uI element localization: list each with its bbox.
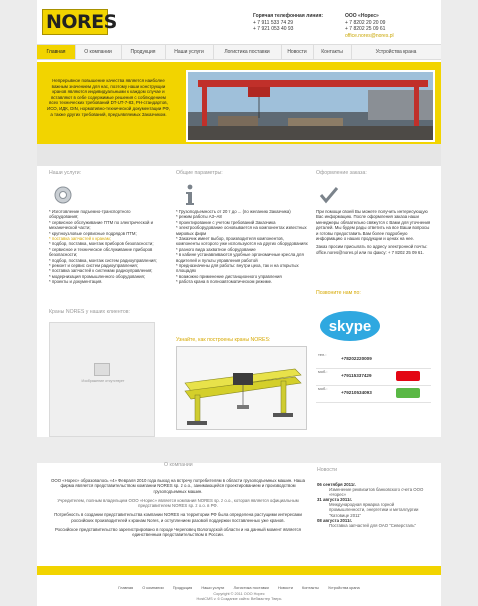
- contact-label: моб.:: [318, 369, 328, 374]
- list-item: * в кабине устанавливаются удобные эргономичные кресла для водителей и пульты управления работой: [176, 252, 304, 263]
- clients-title: Краны NORES у наших клиентов:: [49, 309, 130, 315]
- services-list: [49, 209, 157, 285]
- contact-number[interactable]: +78202220009: [341, 356, 372, 361]
- list-item: * разного вида захватное оборудование: [176, 246, 256, 252]
- call-us-title: Позвоните нам по:: [316, 290, 361, 296]
- footer-nav: [37, 585, 441, 590]
- list-item[interactable]: * поставка запчастей к кранам;: [49, 236, 111, 242]
- footer: [37, 575, 441, 606]
- logo-text: NORES: [46, 11, 117, 33]
- list-item: * возможно применение дистанционного управления: [176, 273, 282, 279]
- list-item: * сервисное и техническое обслуживание приборов безопасности;: [49, 246, 153, 258]
- hero-crane-photo: [186, 70, 435, 142]
- crane-video-link[interactable]: Узнайте, как построены краны NORES:: [176, 337, 271, 343]
- company-phone: + 7 8202 25 09 61: [345, 26, 386, 32]
- about-title: О компании: [164, 462, 193, 468]
- company-name: ООО «Норес»: [345, 13, 379, 19]
- company-email-link[interactable]: office.nores@nores.pl: [345, 32, 394, 39]
- main-nav: [37, 44, 441, 60]
- section-divider: [37, 437, 441, 463]
- company-phone: + 7 8202 20 20 09: [345, 19, 386, 26]
- footer-link[interactable]: Главная: [118, 585, 134, 590]
- order-description: При помощи своей Вы можете получить интересующую Вас информацию. После оформления заказа наши менеджеры обязательно свяжутся с Вами для уточнения деталей. Мы будем рады ответить на все Ваши вопросы и готовы предоставить Вам более подробную информацию о наших продукции и ценах на нее.: [316, 209, 431, 242]
- hero-text: Непрерывное повышение качества является наиболее важным значением для нас, поэтому наши конструкции кранов являются индивидуальными к каждом случае и вставляют в себе содержимые решения с соблюдением всех технических требований DT-UT-7-83, РН-стандартов, ИСО, ИДК, DIN, нормативно-технической документации РФ, а также других требований, предъявляемых Заказчиком.: [47, 78, 170, 117]
- image-caption: Изображение отсутствует: [81, 379, 125, 383]
- footer-link[interactable]: О компании: [142, 585, 164, 590]
- mts-logo-icon: [396, 371, 420, 381]
- list-item: * подбор, поставка, монтаж приборов безопасности;: [49, 241, 154, 247]
- section-divider: [37, 144, 441, 166]
- logo[interactable]: [42, 9, 117, 35]
- list-item: * проектирование с учетом требований Заказчика: [176, 219, 276, 225]
- crane-photo-illustration: [188, 72, 433, 140]
- news-list: [317, 482, 427, 528]
- list-item: * режим работы А3–А8: [176, 214, 222, 220]
- news-title: Новости: [317, 467, 338, 473]
- gear-icon: [53, 185, 73, 207]
- list-item: * Грузоподъемность от 20 т до ... (по желанию Заказчика): [176, 209, 291, 214]
- copyright: Copyright © 2011 ООО Норес: [213, 592, 265, 596]
- nav-item-products[interactable]: Продукция: [121, 45, 166, 59]
- params-list: [176, 209, 308, 285]
- order-text: [316, 209, 431, 255]
- page: [37, 0, 441, 606]
- header: [37, 0, 441, 44]
- list-item: * ремонт и сервис систем радиоуправления;: [49, 263, 138, 269]
- footer-link[interactable]: Новости: [277, 585, 293, 590]
- list-item: * электрооборудование основывается на компонентах известных мировых фирм: [176, 225, 307, 236]
- footer-link[interactable]: Логистика поставки: [233, 585, 269, 590]
- list-item: * сервисное обслуживание ПТМ по электрической и механической части;: [49, 219, 154, 231]
- list-item: * проекты и документация.: [49, 279, 103, 285]
- footer-link[interactable]: Продукция: [172, 585, 193, 590]
- contacts-table: [316, 352, 431, 403]
- crane-model-illustration: [177, 347, 306, 429]
- megafon-logo-icon: [396, 388, 420, 398]
- news-link[interactable]: Международная ярмарка горной промышленности, энергетики и металлургии "Катовице 2011": [329, 502, 419, 518]
- list-item: * Изготовление подъемно-транспортного оборудования;: [49, 209, 131, 220]
- list-item: * Заказчик имеет выбор, производителя компонентов, компоненты которого уже используются на других оборудованиях: [176, 236, 308, 247]
- contact-label: тел.:: [318, 352, 327, 357]
- list-item: * поставка запчастей к системам радиоуправления;: [49, 268, 153, 274]
- list-item: * модернизация промышленного оборудования;: [49, 273, 146, 279]
- list-item: * предназначены для работы: внутри цеха, так и на открытых площадях: [176, 263, 299, 274]
- contact-label: моб.:: [318, 386, 328, 391]
- checkmark-icon: [319, 186, 339, 206]
- skype-logo-text: skype: [328, 318, 372, 335]
- order-title: Оформление заказа:: [316, 170, 367, 176]
- list-item: * работа крана в полноавтоматическом режиме.: [176, 279, 273, 285]
- info-icon: [183, 184, 197, 208]
- crane-diagram[interactable]: [176, 346, 307, 430]
- company-block: [345, 13, 435, 39]
- news-link[interactable]: Поставка запчастей для ОАО "Северсталь": [329, 522, 416, 528]
- news-date: 08 августа 2011г.: [317, 517, 353, 523]
- table-row: [316, 386, 431, 403]
- news-link[interactable]: Изменение реквизитов банковского счета ООО «Норес»: [329, 487, 424, 498]
- hotline-phone: + 7 911 533 74 29: [253, 19, 294, 26]
- list-item: * крупноузловые сервисные подрядов ПТМ;: [49, 230, 137, 236]
- table-row: [316, 352, 431, 369]
- about-paragraph: ООО «Норес» образовалось «4» Февраля 2010 года выход на встречу потребителям в области грузоподъемных машин. Наша фирма является представительством компании NORES sp. z o.o., занимающейся проектированием и производством грузоподъемных машин.: [51, 478, 305, 494]
- nav-item-contacts[interactable]: Контакты: [313, 45, 352, 59]
- image-placeholder-icon: [94, 363, 110, 376]
- hotline-phone: + 7 921 053 40 93: [253, 26, 294, 32]
- about-quote: Учредителем, полным владельцем ООО «Норес» является компания NORES sp. z o.o., которая является официальным представителем NORES sp. z o.o. в РФ.: [57, 497, 299, 509]
- hotline-block: [253, 13, 333, 33]
- hotline-title: Горячая телефонная линия:: [253, 13, 324, 19]
- footer-link[interactable]: Наши услуги: [201, 585, 225, 590]
- about-text: [49, 478, 307, 542]
- contact-number[interactable]: +79115337429: [341, 373, 372, 378]
- skype-button[interactable]: [319, 308, 381, 344]
- nav-item-logistics[interactable]: Логистика поставки: [213, 45, 282, 59]
- site-credits: HostCMS v. 6 Создание сайта: Вебмастер Тверь: [196, 597, 282, 601]
- footer-accent-bar: [37, 566, 441, 575]
- params-title: Общие параметры:: [176, 170, 223, 176]
- nav-item-about[interactable]: О компании: [75, 45, 122, 59]
- nav-item-services[interactable]: Наши услуги: [165, 45, 214, 59]
- nav-item-news[interactable]: Новости: [281, 45, 314, 59]
- news-date: 06 сентября 2011г.: [317, 482, 356, 487]
- nav-item-crane-devices[interactable]: Устройства крана: [375, 49, 417, 55]
- news-date: 31 августа 2011г.: [317, 497, 353, 503]
- services-title: Наши услуги:: [49, 170, 82, 176]
- footer-link[interactable]: Контакты: [302, 585, 319, 590]
- contact-number[interactable]: +79210534093: [341, 390, 372, 395]
- about-paragraph: Российское представительство зарегистрировано в городе Череповец Вологодской области и на данный момент является единственным представительством в России.: [54, 527, 302, 538]
- nav-item-home[interactable]: Главная: [37, 45, 76, 59]
- order-email-note: Заказ просим присылать по адресу электронной почты: office.nores@nores.pl или по факсу: + 7 8202 25 09 61.: [316, 244, 428, 255]
- hero-banner: [37, 62, 441, 144]
- footer-link[interactable]: Устройства крана: [327, 585, 360, 590]
- table-row: [316, 369, 431, 386]
- list-item: * подбор, поставка, монтаж систем радиоуправления;: [49, 257, 157, 263]
- clients-image[interactable]: [49, 322, 155, 437]
- about-paragraph: Потребность в создании представительства компании NORES на территории РФ была определена растущими интересами российских производителей к кранам Nores, и оступлением разовой поддержки поставленных уже кранов.: [54, 512, 302, 523]
